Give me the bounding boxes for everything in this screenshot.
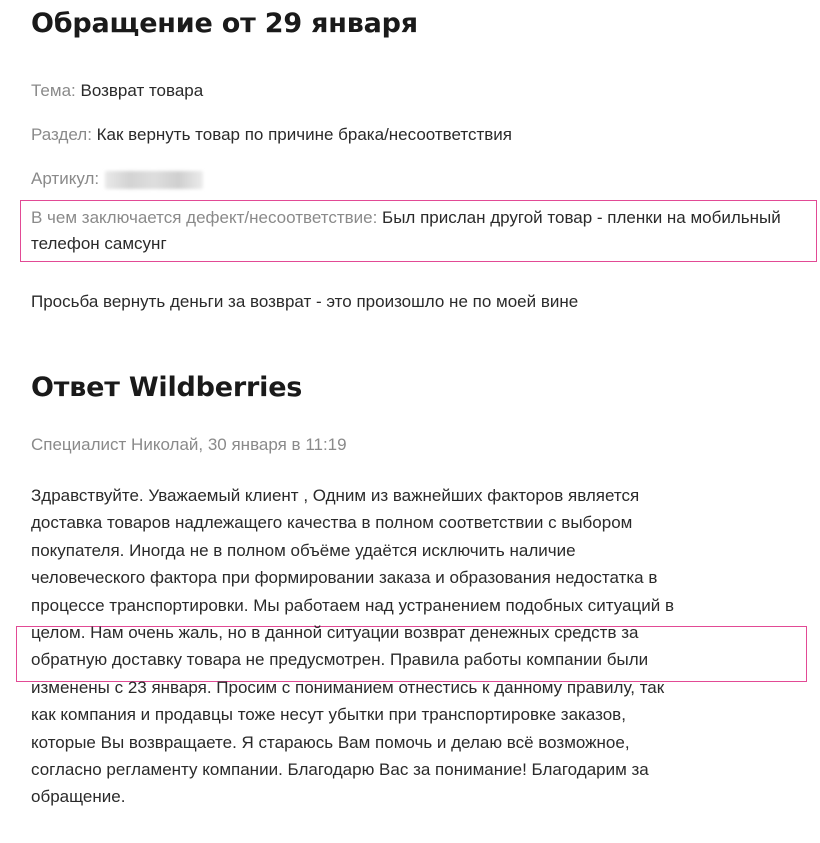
topic-field [31,78,203,104]
answer-line: процессе транспортировки. Мы работаем над устранением подобных ситуаций в [31,595,674,615]
answer-line: изменены с 23 января. Просим с пониманием отнестись к данному правилу, так [31,677,665,697]
answer-line: обращение. [31,787,126,807]
specialist-meta: Специалист Николай, 30 января в 11:19 [31,435,347,454]
answer-line: целом. Нам очень жаль, но в данной ситуации возврат денежных средств за [31,622,639,642]
section-label: Раздел: [31,125,92,144]
answer-line: покупателя. Иногда не в полном объёме удаётся исключить наличие [31,540,576,560]
topic-value: Возврат товара [80,81,204,100]
answer-line: как компания и продавцы тоже несут убытки при транспортировке заказов, [31,705,626,725]
request-title: Обращение от 29 января [31,8,418,39]
answer-line: Здравствуйте. Уважаемый клиент , Одним из важнейших факторов является [31,486,640,505]
answer-line: доставка товаров надлежащего качества в полном соответствии с выбором [31,513,633,533]
answer-text [31,482,811,811]
article-field [31,166,203,192]
answer-line: которые Вы возвращаете. Я стараюсь Вам помочь и делаю всё возможное, [31,732,630,752]
defect-field [31,205,811,257]
defect-value: Был прислан другой товар - пленки на мобильный телефон самсунг [31,208,781,253]
section-value: Как вернуть товар по причине брака/несоответствия [96,125,512,144]
answer-line: обратную доставку товара не предусмотрен. Правила работы компании были [31,650,649,670]
article-value-redacted [105,171,203,189]
article-label: Артикул: [31,169,100,188]
answer-line: человеческого фактора при формировании заказа и образования недостатка в [31,568,658,588]
request-text: Просьба вернуть деньги за возврат - это произошло не по моей вине [31,292,579,311]
section-field [31,122,512,148]
answer-title: Ответ Wildberries [31,372,303,403]
answer-line: согласно регламенту компании. Благодарю Вас за понимание! Благодарим за [31,759,649,779]
topic-label: Тема: [31,81,76,100]
defect-label: В чем заключается дефект/несоответствие: [31,208,378,227]
